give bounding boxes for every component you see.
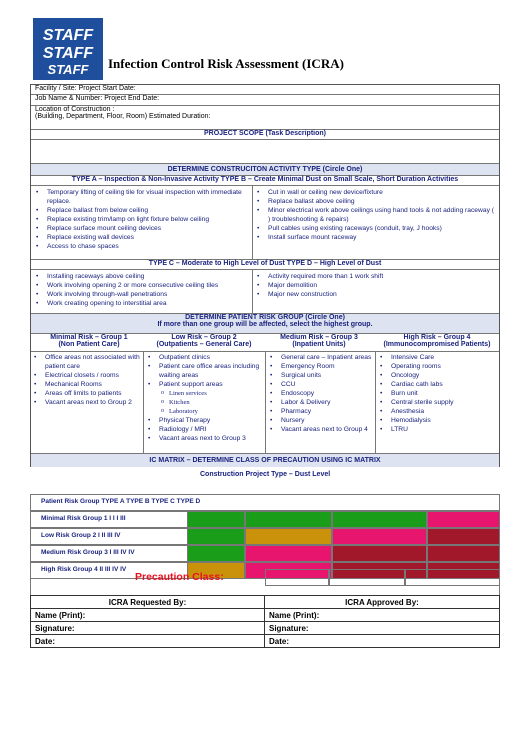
risk-heading bbox=[31, 314, 499, 334]
svg-text:STAFF: STAFF bbox=[42, 27, 94, 44]
approved-name-field[interactable] bbox=[265, 609, 500, 622]
divider bbox=[252, 270, 253, 314]
date-label: Date: bbox=[35, 636, 56, 646]
matrix-cell[interactable] bbox=[245, 528, 332, 545]
list-item: • Nursery bbox=[267, 416, 373, 425]
group-2-title: Low Risk – Group 2 bbox=[171, 334, 237, 341]
group-1-sub: (Non Patient Care) bbox=[58, 341, 120, 348]
cd-heading: TYPE C – Moderate to High Level of Dust TYPE D – High Level of Dust bbox=[31, 260, 499, 270]
matrix-cell[interactable] bbox=[245, 511, 332, 528]
list-item: • Pharmacy bbox=[267, 407, 373, 416]
list-item: • CCU bbox=[267, 380, 373, 389]
divider bbox=[265, 352, 266, 454]
staff-logo bbox=[33, 18, 103, 80]
group-2-sub: (Outpatients – General Care) bbox=[156, 341, 252, 348]
list-item: • Patient care office areas including waiting areas bbox=[145, 362, 263, 380]
list-item: • Work creating opening to interstitial area bbox=[33, 299, 247, 308]
page-title: Infection Control Risk Assessment (ICRA) bbox=[108, 56, 344, 71]
matrix-cell[interactable] bbox=[332, 545, 427, 562]
list-item: • General care – Inpatient areas bbox=[267, 353, 373, 362]
precaution-field[interactable] bbox=[405, 569, 500, 586]
group-1-title: Minimal Risk – Group 1 bbox=[50, 334, 128, 341]
matrix-header: Patient Risk Group TYPE A TYPE B TYPE C TYPE D bbox=[41, 498, 201, 505]
risk-groups bbox=[31, 352, 499, 454]
matrix-row-label: Low Risk Group 2 I II III IV bbox=[41, 532, 121, 539]
group-3-sub: (Inpatient Units) bbox=[292, 341, 346, 348]
scope-heading: PROJECT SCOPE (Task Description) bbox=[31, 130, 499, 140]
list-item: • Access to chase spaces bbox=[33, 242, 247, 251]
divider bbox=[375, 352, 376, 454]
matrix-cell[interactable] bbox=[332, 528, 427, 545]
risk-group-headers bbox=[31, 334, 499, 352]
matrix-cell[interactable] bbox=[187, 528, 245, 545]
list-item: • Anesthesia bbox=[377, 407, 499, 416]
list-item: • Major demolition bbox=[254, 281, 498, 290]
svg-text:STAFF: STAFF bbox=[47, 62, 89, 77]
signature-table bbox=[30, 595, 500, 651]
group-1-list bbox=[31, 353, 141, 407]
list-item: • LTRU bbox=[377, 425, 499, 434]
list-item: • Areas off limits to patients bbox=[31, 389, 141, 398]
group-4-sub: (Immunocompromised Patients) bbox=[383, 341, 491, 348]
approved-date-field[interactable] bbox=[265, 635, 500, 648]
list-item: • Activity required more than 1 work shift bbox=[254, 272, 498, 281]
type-a-list bbox=[33, 188, 247, 251]
type-c-list bbox=[33, 272, 247, 308]
list-item: • Endoscopy bbox=[267, 389, 373, 398]
type-b-list bbox=[254, 188, 498, 242]
list-item: • Install surface mount raceway bbox=[254, 233, 498, 242]
requested-name-field[interactable] bbox=[31, 609, 265, 622]
ab-section bbox=[31, 186, 499, 260]
list-item: • Oncology bbox=[377, 371, 499, 380]
signature-label: Signature: bbox=[269, 623, 309, 633]
list-item: • Work involving opening 2 or more consecutive ceiling tiles bbox=[33, 281, 247, 290]
list-item: • Operating rooms bbox=[377, 362, 499, 371]
svg-text:STAFF: STAFF bbox=[42, 45, 94, 62]
matrix-cell[interactable] bbox=[427, 511, 500, 528]
assessment-form bbox=[30, 84, 500, 467]
matrix-subtitle: Construction Project Type – Dust Level bbox=[200, 471, 331, 478]
scope-field[interactable] bbox=[31, 140, 499, 164]
matrix-row-label: High Risk Group 4 II III IV IV bbox=[41, 566, 127, 573]
facility-field[interactable]: Facility / Site: Project Start Date: bbox=[31, 85, 499, 95]
list-item: • Cardiac cath labs bbox=[377, 380, 499, 389]
matrix-cell[interactable] bbox=[245, 545, 332, 562]
list-item: • Physical Therapy bbox=[145, 416, 263, 425]
matrix-cell[interactable] bbox=[427, 528, 500, 545]
group-2-list bbox=[145, 353, 263, 443]
location-sub-label: (Building, Department, Floor, Room) Estimated Duration: bbox=[35, 113, 211, 120]
list-item: • Cut in wall or ceiling new device/fixture bbox=[254, 188, 498, 197]
list-item: • Major new construction bbox=[254, 290, 498, 299]
list-item: • Hemodialysis bbox=[377, 416, 499, 425]
list-subitem: o Linen services bbox=[145, 389, 263, 398]
risk-subtitle: If more than one group will be affected, select the highest group. bbox=[157, 321, 373, 328]
list-item: • Replace ballast from below ceiling bbox=[33, 206, 247, 215]
list-item: • Vacant areas next to Group 2 bbox=[31, 398, 141, 407]
list-item: • Patient support areas bbox=[145, 380, 263, 389]
ab-heading: TYPE A – Inspection & Non-Invasive Activity TYPE B – Create Minimal Dust on Small Scale, Short Duration Activities bbox=[31, 176, 499, 186]
list-item: • Central sterile supply bbox=[377, 398, 499, 407]
list-item: • Labor & Delivery bbox=[267, 398, 373, 407]
divider bbox=[143, 352, 144, 454]
list-item: • Replace existing wall devices bbox=[33, 233, 247, 242]
group-3-list bbox=[267, 353, 373, 434]
matrix-cell[interactable] bbox=[332, 511, 427, 528]
requested-heading: ICRA Requested By: bbox=[31, 596, 265, 609]
matrix-cell[interactable] bbox=[427, 545, 500, 562]
list-item: • Replace ballast above ceiling bbox=[254, 197, 498, 206]
risk-title: DETERMINE PATIENT RISK GROUP (Circle One) bbox=[185, 314, 345, 321]
matrix-cell[interactable] bbox=[187, 511, 245, 528]
group-4-list bbox=[377, 353, 499, 434]
approved-heading: ICRA Approved By: bbox=[265, 596, 500, 609]
list-item: • Pull cables using existing raceways (conduit, tray, J hooks) bbox=[254, 224, 498, 233]
location-field[interactable] bbox=[31, 106, 499, 130]
precaution-label: Precaution Class: bbox=[135, 571, 224, 583]
list-item: • Replace surface mount ceiling devices bbox=[33, 224, 247, 233]
precaution-field[interactable] bbox=[329, 569, 405, 586]
location-label: Location of Construction : bbox=[35, 106, 115, 113]
list-item: • Installing raceways above ceiling bbox=[33, 272, 247, 281]
list-subitem: o Laboratory bbox=[145, 407, 263, 416]
precaution-field[interactable] bbox=[265, 569, 329, 586]
requested-date-field[interactable] bbox=[31, 635, 265, 648]
list-item: • Vacant areas next to Group 3 bbox=[145, 434, 263, 443]
name-label: Name (Print): bbox=[269, 610, 320, 620]
group-1-head bbox=[33, 334, 145, 348]
list-item: • Mechanical Rooms bbox=[31, 380, 141, 389]
group-3-head bbox=[263, 334, 375, 348]
group-4-head bbox=[375, 334, 499, 348]
matrix-row-label: Medium Risk Group 3 I III IV IV bbox=[41, 549, 135, 556]
signature-label: Signature: bbox=[35, 623, 75, 633]
date-label: Date: bbox=[269, 636, 290, 646]
list-item: • Minor electrical work above ceilings using hand tools & not adding raceway ( ) troubleshooting & repairs) bbox=[254, 206, 498, 224]
job-field[interactable]: Job Name & Number: Project End Date: bbox=[31, 95, 499, 106]
activity-heading: DETERMINE CONSTRUCITON ACTIVITY TYPE (Circle One) bbox=[31, 164, 499, 176]
list-item: • Office areas not associated with patient care bbox=[31, 353, 141, 371]
list-item: • Surgical units bbox=[267, 371, 373, 380]
list-item: • Vacant areas next to Group 4 bbox=[267, 425, 373, 434]
list-item: • Temporary lifting of ceiling tile for visual inspection with immediate replace. bbox=[33, 188, 247, 206]
matrix-row-label: Minimal Risk Group 1 I I I III bbox=[41, 515, 126, 522]
matrix-heading: IC MATRIX – DETERMINE CLASS OF PRECAUTION USING IC MATRIX bbox=[31, 454, 499, 467]
list-item: • Outpatient clinics bbox=[145, 353, 263, 362]
name-label: Name (Print): bbox=[35, 610, 86, 620]
divider bbox=[252, 186, 253, 260]
list-item: • Replace existing trim/lamp on light fixture below ceiling bbox=[33, 215, 247, 224]
requested-signature-field[interactable] bbox=[31, 622, 265, 635]
matrix-cell[interactable] bbox=[187, 545, 245, 562]
list-item: • Electrical closets / rooms bbox=[31, 371, 141, 380]
list-item: • Burn unit bbox=[377, 389, 499, 398]
list-item: • Work involving through-wall penetrations bbox=[33, 290, 247, 299]
group-2-head bbox=[145, 334, 263, 348]
approved-signature-field[interactable] bbox=[265, 622, 500, 635]
type-d-list bbox=[254, 272, 498, 299]
list-item: • Radiology / MRI bbox=[145, 425, 263, 434]
list-item: • Intensive Care bbox=[377, 353, 499, 362]
group-3-title: Medium Risk – Group 3 bbox=[280, 334, 358, 341]
list-subitem: o Kitchen bbox=[145, 398, 263, 407]
cd-section bbox=[31, 270, 499, 314]
list-item: • Emergency Room bbox=[267, 362, 373, 371]
group-4-title: High Risk – Group 4 bbox=[403, 334, 471, 341]
